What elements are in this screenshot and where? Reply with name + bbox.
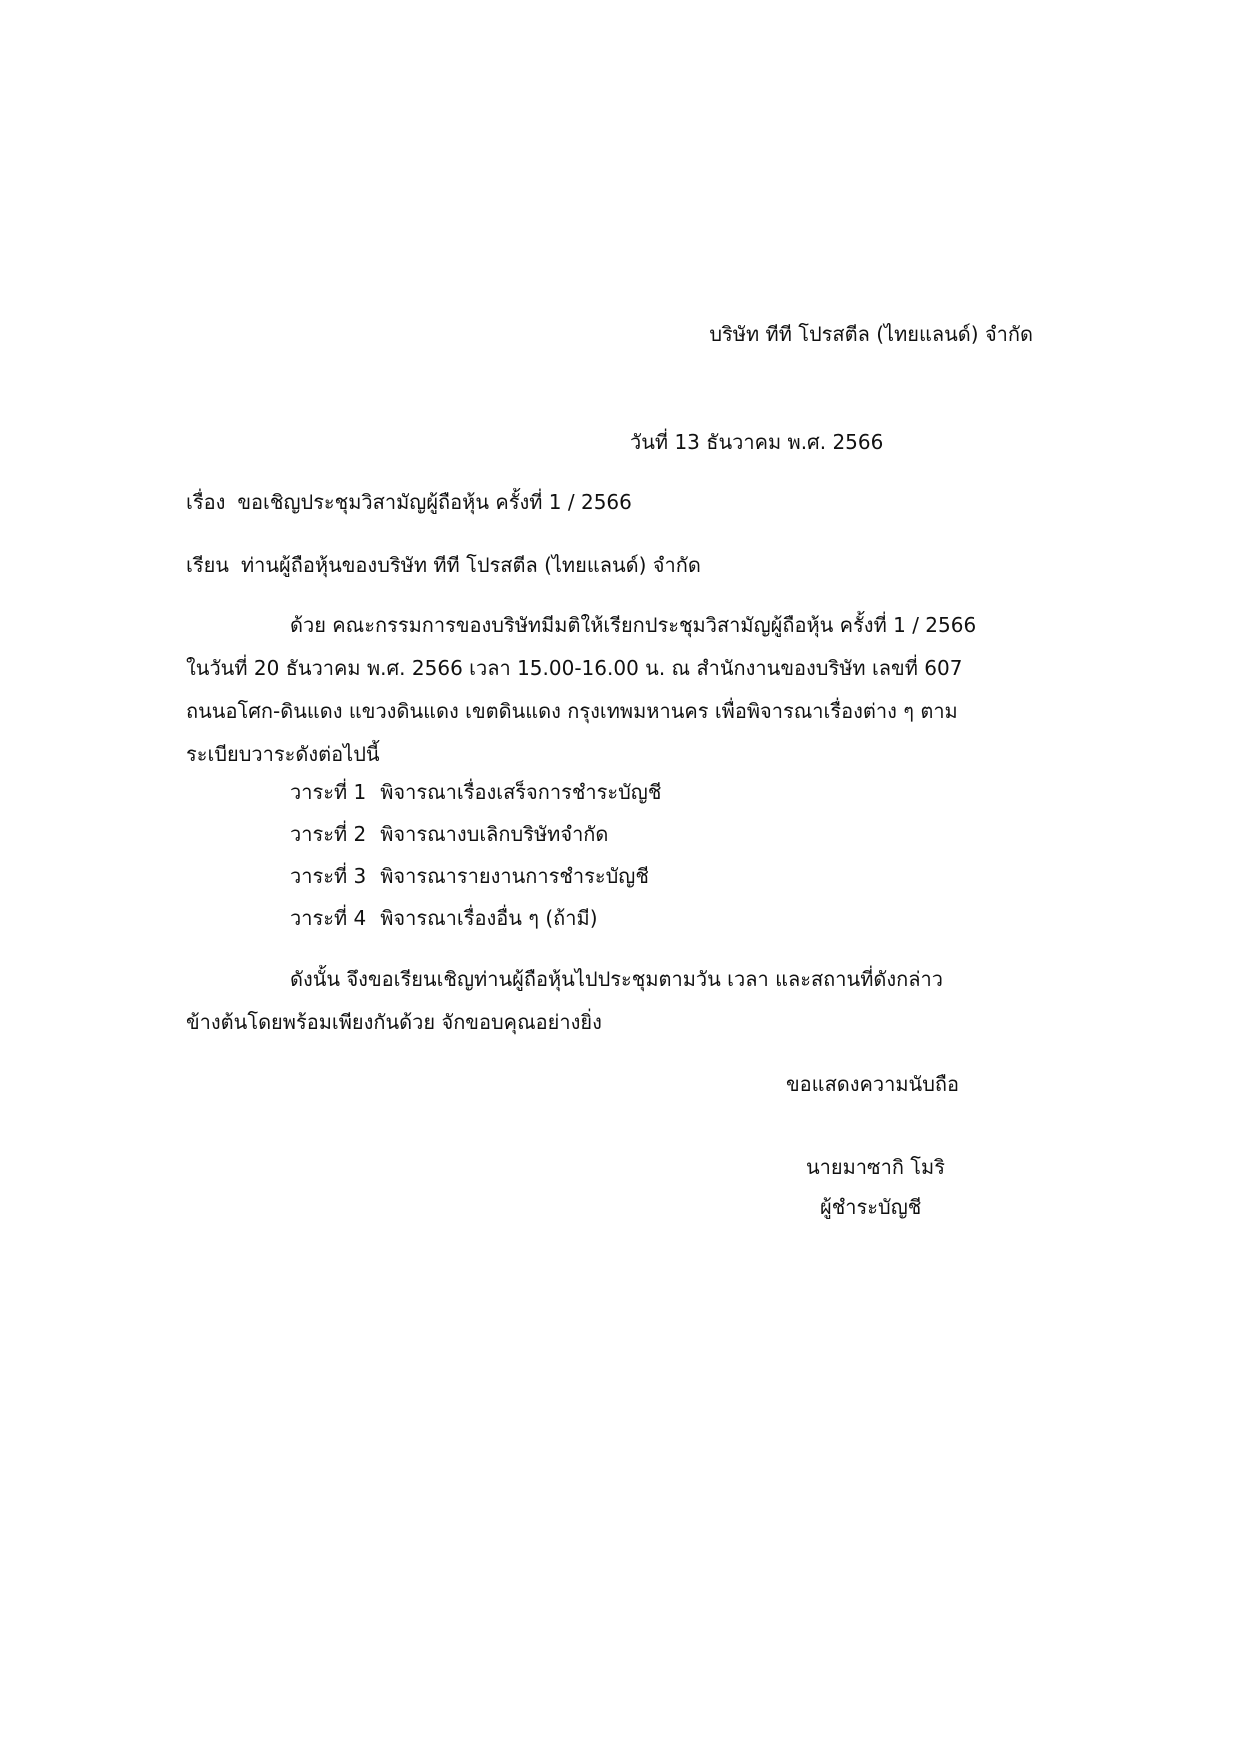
agenda-list	[290, 780, 661, 948]
body-line: ถนนอโศก-ดินแดง แขวงดินแดง เขตดินแดง กรุงเทพมหานคร เพื่อพิจารณาเรื่องต่าง ๆ ตาม	[186, 699, 958, 723]
body-paragraph	[186, 613, 1033, 785]
recipient-text: ท่านผู้ถือหุ้นของบริษัท ทีที โปรสตีล (ไทยแลนด์) จำกัด	[240, 553, 701, 577]
recipient-label: เรียน	[186, 553, 229, 577]
body-line: ระเบียบวาระดังต่อไปนี้	[186, 742, 380, 766]
letter-date: วันที่ 13 ธันวาคม พ.ศ. 2566	[630, 430, 884, 454]
company-header: บริษัท ทีที โปรสตีล (ไทยแลนด์) จำกัด	[709, 322, 1033, 346]
subject-text: ขอเชิญประชุมวิสามัญผู้ถือหุ้น ครั้งที่ 1 / 2566	[237, 490, 632, 514]
agenda-number: วาระที่ 2	[290, 822, 367, 846]
agenda-item	[290, 822, 661, 864]
agenda-text: พิจารณาเรื่องอื่น ๆ (ถ้ามี)	[380, 906, 598, 930]
closing-paragraph	[186, 967, 1033, 1053]
agenda-item	[290, 780, 661, 822]
agenda-number: วาระที่ 1	[290, 780, 367, 804]
agenda-number: วาระที่ 3	[290, 864, 367, 888]
recipient-line	[186, 553, 701, 578]
agenda-item	[290, 906, 661, 948]
body-line: ในวันที่ 20 ธันวาคม พ.ศ. 2566 เวลา 15.00-16.00 น. ณ สำนักงานของบริษัท เลขที่ 607	[186, 656, 963, 680]
agenda-text: พิจารณารายงานการชำระบัญชี	[380, 864, 649, 888]
signer-name: นายมาซากิ โมริ	[806, 1155, 945, 1179]
agenda-item	[290, 864, 661, 906]
agenda-text: พิจารณางบเลิกบริษัทจำกัด	[380, 822, 609, 846]
closing-line: ดังนั้น จึงขอเรียนเชิญท่านผู้ถือหุ้นไปประชุมตามวัน เวลา และสถานที่ดังกล่าว	[290, 967, 943, 991]
signer-title: ผู้ชำระบัญชี	[820, 1195, 922, 1219]
closing-regards: ขอแสดงความนับถือ	[786, 1072, 960, 1096]
subject-line	[186, 490, 632, 515]
body-line: ด้วย คณะกรรมการของบริษัทมีมติให้เรียกประชุมวิสามัญผู้ถือหุ้น ครั้งที่ 1 / 2566	[290, 613, 977, 637]
closing-line: ข้างต้นโดยพร้อมเพียงกันด้วย จักขอบคุณอย่างยิ่ง	[186, 1010, 602, 1034]
agenda-number: วาระที่ 4	[290, 906, 367, 930]
agenda-text: พิจารณาเรื่องเสร็จการชำระบัญชี	[380, 780, 662, 804]
subject-label: เรื่อง	[186, 490, 226, 514]
